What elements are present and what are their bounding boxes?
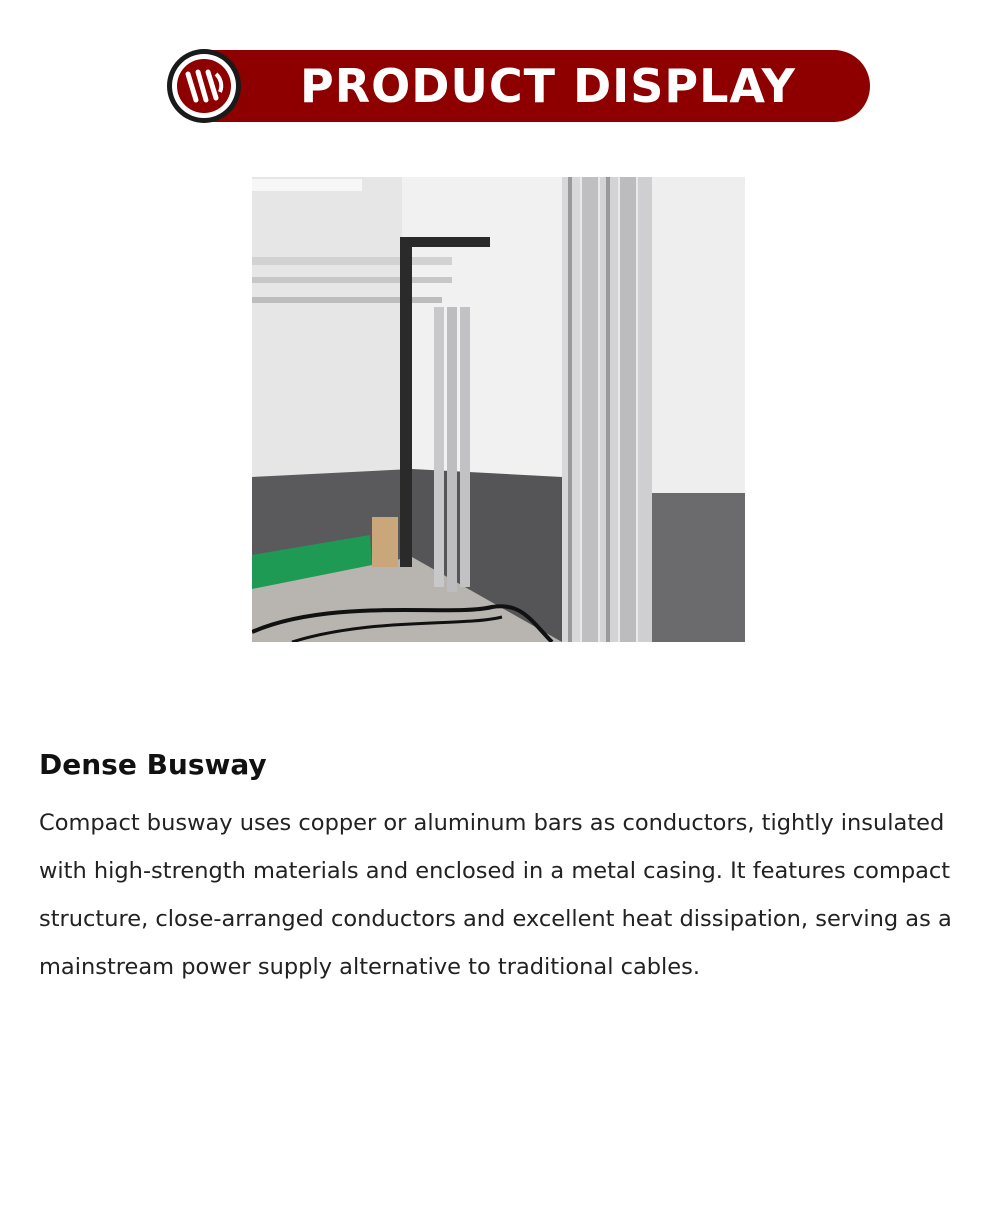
product-name: Dense Busway xyxy=(39,748,267,781)
section-banner xyxy=(166,48,870,124)
product-description: Compact busway uses copper or aluminum bars as conductors, tightly insulated with high-strength materials and enclosed in a metal casing. It features compact structure, close-arranged conductors and excellent heat dissipation, serving as a mainstream power supply alternative to traditional cables. xyxy=(39,810,952,980)
busway-installation-photo xyxy=(252,177,745,642)
banner-title: PRODUCT DISPLAY xyxy=(300,59,796,113)
